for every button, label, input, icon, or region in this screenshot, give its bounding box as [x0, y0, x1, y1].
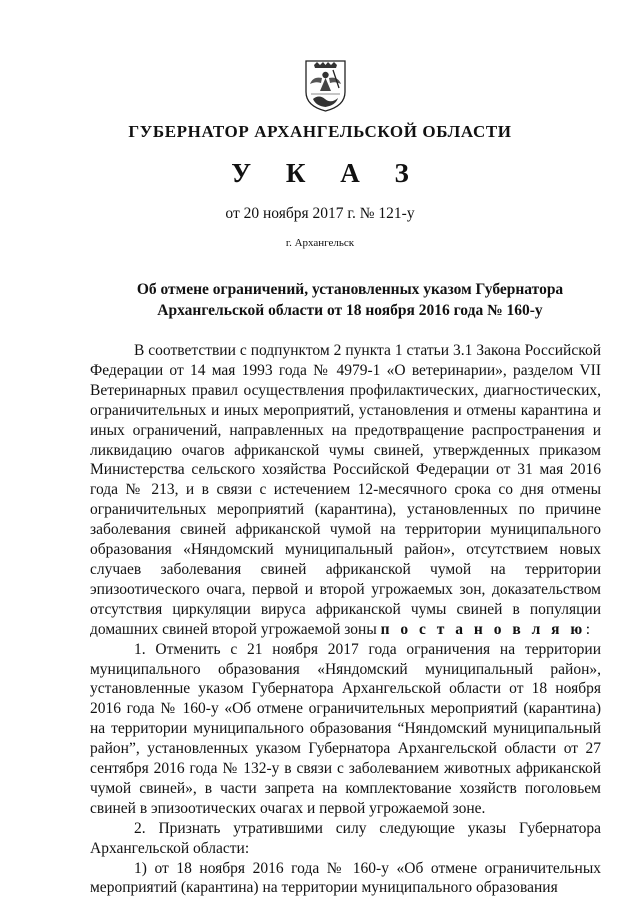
decree-word: п о с т а н о в л я ю — [380, 620, 586, 638]
date-and-number: от 20 ноября 2017 г. № 121-у — [225, 205, 415, 222]
city-of-issue: г. Архангельск — [285, 237, 355, 249]
document-body — [90, 341, 601, 898]
document-type: У К А З — [231, 158, 423, 188]
preamble-text: В соответствии с подпунктом 2 пункта 1 статьи 3.1 Закона Российской Федерации от 14 мая 1993 года № 4979-1 «О ветеринарии», разделом VII Ветеринарных правил осуществления профилактических, диагностических, ограничительных и иных мероприятий, установления и отмены карантина и иных ограничений, направленных на предотвращение распространения и ликвидацию очагов африканской чумы свиней, утвержденных приказом Министерства сельского хозяйства Российской Федерации от 31 мая 2016 года № 213, и в связи с истечением 12-месячного срока со дня отмены ограничительных мероприятий (карантина), установленных по причине заболевания свиней африканской чумой на территории муниципального образования «Няндомский муниципальный район», отсутствием новых случаев заболевания свиней африканской чумой на территории эпизоотического очага, первой и второй угрожаемых зон, доказательством отсутствия циркуляции вируса африканской чумы свиней в популяции домашних свиней второй угрожаемой зоны — [90, 342, 601, 638]
item-2-paragraph: 2. Признать утратившими силу следующие указы Губернатора Архангельской области: — [90, 819, 601, 857]
document-title-line-2: Архангельской области от 18 ноября 2016 года № 160-у — [157, 302, 543, 319]
item-2-subitem-1-paragraph: 1) от 18 ноября 2016 года № 160-у «Об отмене ограничительных мероприятий (карантина) на территории муниципального образования — [90, 859, 601, 897]
preamble-paragraph — [90, 341, 601, 640]
document-title-line-1: Об отмене ограничений, установленных указом Губернатора — [136, 281, 564, 298]
issuing-authority: ГУБЕРНАТОР АРХАНГЕЛЬСКОЙ ОБЛАСТИ — [128, 122, 512, 141]
item-1-paragraph: 1. Отменить с 21 ноября 2017 года ограничения на территории муниципального образования «Няндомский муниципальный район», установленные указом Губернатора Архангельской области от 18 ноября 2016 года № 160-у «Об отмене ограничительных мероприятий (карантина) на территории муниципального образования “Няндомский муниципальный район”, установленных указом Губернатора Архангельской области от 27 сентября 2016 года № 132-у в связи с заболеванием животных африканской чумой свиней», в части запрета на комплектование хозяйств поголовьем свиней в эпизоотических очагах и первой угрожаемой зоне. — [90, 640, 601, 817]
decree-colon: : — [585, 620, 591, 638]
coat-of-arms-emblem — [303, 58, 348, 113]
document-title — [90, 279, 610, 321]
